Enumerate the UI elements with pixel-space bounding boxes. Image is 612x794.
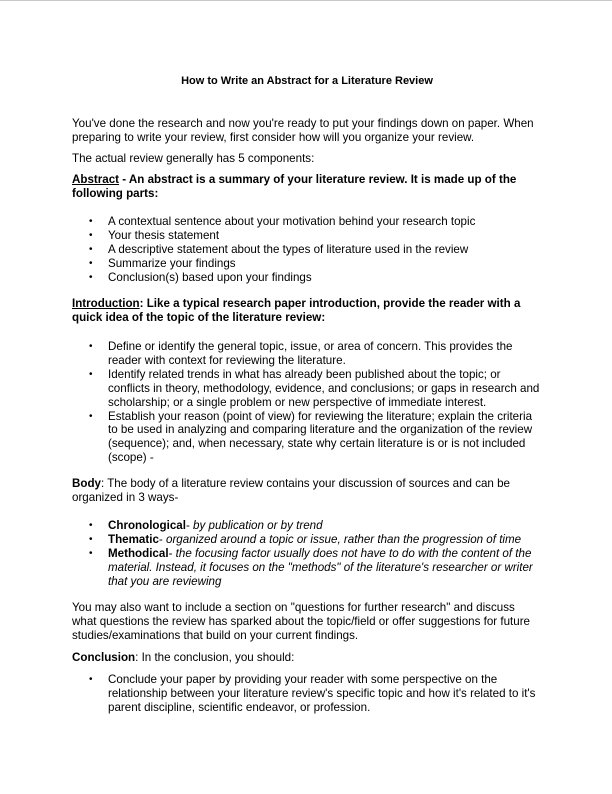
introduction-heading: Introduction (72, 297, 140, 310)
list-item (72, 271, 542, 285)
introduction-heading-text: : Like a typical research paper introduction, provide the reader with a quick idea of the topic of the literature review: (72, 297, 521, 324)
list-item-text: A descriptive statement about the types of literature used in the review (108, 242, 469, 256)
list-item (72, 410, 542, 466)
introduction-list (72, 340, 542, 465)
bullet-icon: • (89, 243, 93, 255)
body-paragraph (72, 477, 542, 505)
intro-paragraph: You've done the research and now you're ready to put your findings down on paper. When preparing to write your review, first consider how will you organize your review. (72, 117, 534, 144)
list-item-separator: - (185, 519, 194, 532)
abstract-heading: Abstract (72, 173, 120, 186)
list-item-separator: - (168, 546, 176, 560)
list-item-text: A contextual sentence about your motivation behind your research topic (108, 215, 476, 228)
bullet-icon: • (89, 520, 93, 531)
list-item-term: Thematic (108, 532, 159, 546)
abstract-heading-text: - An abstract is a summary of your literature review. It is made up of the following parts: (72, 173, 517, 200)
introduction-heading-paragraph (72, 297, 542, 325)
list-item (72, 533, 542, 547)
list-item-description: organized around a topic or issue, rather than the progression of time (166, 532, 522, 546)
list-item-description: the focusing factor usually does not have to do with the content of the material. Instead, it focuses on the "methods" of the literature's researcher or writer that you are reviewing (108, 546, 533, 588)
list-item (72, 257, 542, 271)
list-item-text: Establish your reason (point of view) for reviewing the literature; explain the criteria to be used in analyzing and comparing literature and the organization of the review (sequence); and, when necessary, state why certain literature is or is not included (scope) - (108, 409, 533, 465)
list-item (72, 673, 542, 715)
conclusion-list (72, 673, 542, 715)
further-research-paragraph: You may also want to include a section on "questions for further research" and discuss what questions the review has sparked about the topic/field or offer suggestions for future studies/examinations that build on your current findings. (72, 601, 531, 642)
list-item (72, 243, 542, 257)
components-line: The actual review generally has 5 components: (72, 152, 315, 165)
list-item-text: Define or identify the general topic, issue, or area of concern. This provides the reader with context for reviewing the literature. (108, 340, 513, 367)
list-item-separator: - (158, 532, 166, 546)
list-item-text: Your thesis statement (108, 228, 220, 242)
list-item-text: Conclusion(s) based upon your findings (108, 270, 312, 284)
bullet-icon: • (89, 368, 93, 380)
list-item-term: Chronological (108, 519, 186, 532)
list-item (72, 547, 542, 589)
abstract-list (72, 215, 542, 285)
conclusion-paragraph (72, 651, 542, 665)
bullet-icon: • (89, 271, 93, 283)
list-item (72, 368, 542, 410)
bullet-icon: • (89, 229, 93, 241)
list-item-text: Identify related trends in what has already been published about the topic; or conflicts in theory, methodology, evidence, and conclusions; or gaps in research and scholarship; or a single problem or new perspective of immediate interest. (108, 367, 540, 409)
conclusion-heading: Conclusion (72, 651, 136, 664)
document-title: How to Write an Abstract for a Literature Review (181, 75, 433, 87)
body-heading-text: : The body of a literature review contains your discussion of sources and can be organized in 3 ways- (72, 477, 510, 504)
list-item (72, 519, 542, 533)
bullet-icon: • (89, 216, 93, 227)
bullet-icon: • (89, 547, 93, 559)
bullet-icon: • (89, 257, 93, 269)
abstract-heading-paragraph (72, 173, 542, 201)
body-heading: Body (72, 477, 101, 490)
list-item (72, 229, 542, 243)
list-item (72, 340, 542, 368)
body-list (72, 519, 542, 589)
bullet-icon: • (89, 410, 93, 422)
bullet-icon: • (89, 533, 93, 545)
page-top-border (0, 0, 612, 1)
list-item-term: Methodical (108, 546, 169, 560)
list-item-text: Conclude your paper by providing your reader with some perspective on the relationship between your literature review's specific topic and how it's related to it's parent discipline, scientific endeavor, or profession. (108, 673, 536, 714)
list-item-description: by publication or by trend (193, 519, 323, 532)
list-item-text: Summarize your findings (108, 256, 236, 270)
conclusion-heading-text: : In the conclusion, you should: (135, 651, 295, 664)
list-item (72, 215, 542, 229)
bullet-icon: • (89, 341, 93, 352)
bullet-icon: • (89, 674, 93, 685)
